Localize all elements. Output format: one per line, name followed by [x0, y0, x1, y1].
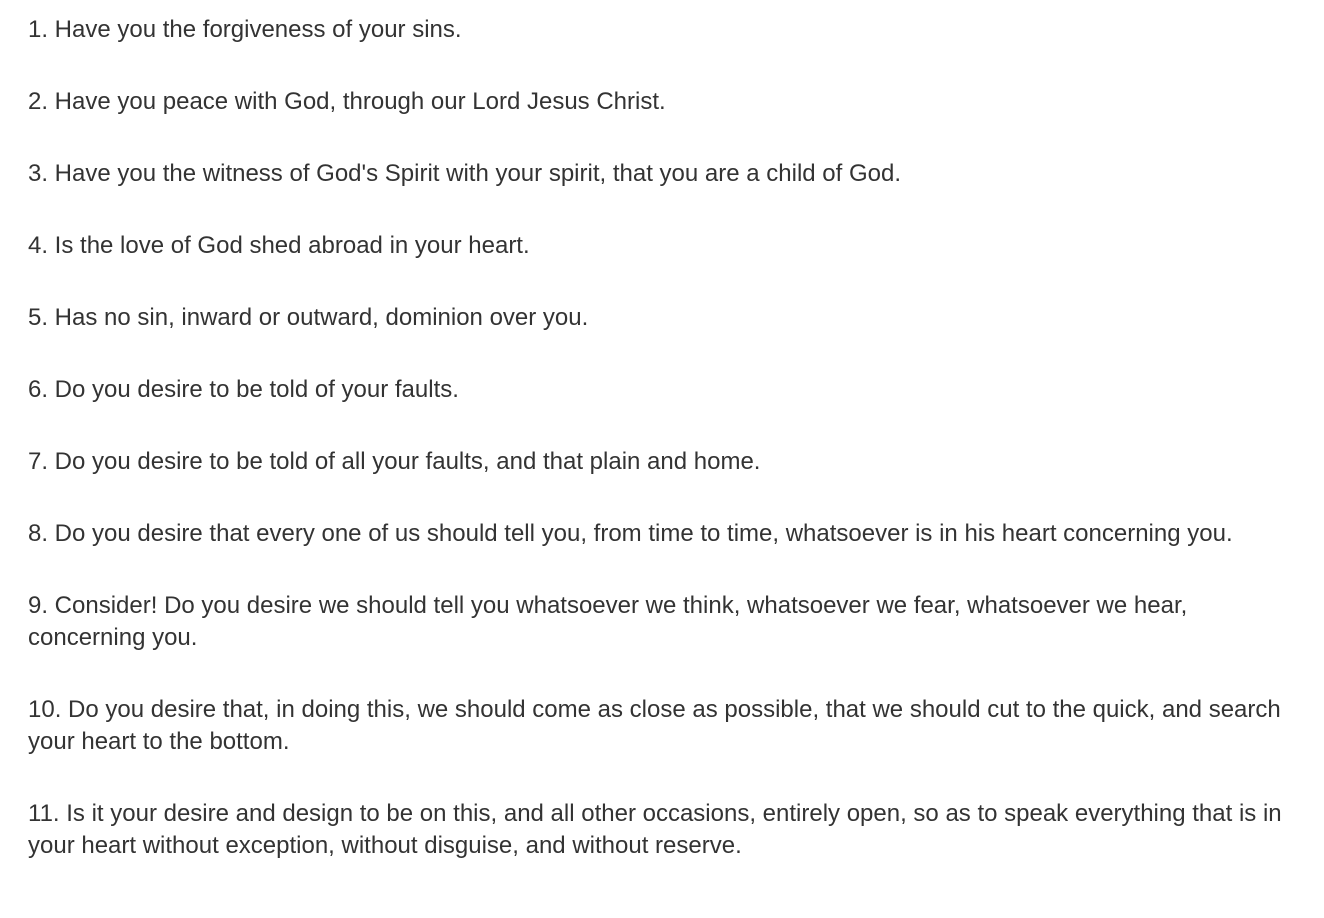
question-3: 3. Have you the witness of God's Spirit with your spirit, that you are a child of God.	[28, 160, 901, 187]
question-6: 6. Do you desire to be told of your faults.	[28, 376, 459, 403]
question-5: 5. Has no sin, inward or outward, dominion over you.	[28, 304, 589, 331]
questions-list	[28, 14, 1284, 862]
question-2: 2. Have you peace with God, through our Lord Jesus Christ.	[28, 88, 666, 115]
question-11: 11. Is it your desire and design to be on this, and all other occasions, entirely open, so as to speak everything that is in your heart without exception, without disguise, and without reserve.	[28, 800, 1282, 859]
question-8: 8. Do you desire that every one of us should tell you, from time to time, whatsoever is in his heart concerning you.	[28, 520, 1233, 547]
question-10: 10. Do you desire that, in doing this, we should come as close as possible, that we should cut to the quick, and search your heart to the bottom.	[28, 696, 1281, 755]
question-7: 7. Do you desire to be told of all your faults, and that plain and home.	[28, 448, 761, 475]
question-4: 4. Is the love of God shed abroad in your heart.	[28, 232, 530, 259]
question-9: 9. Consider! Do you desire we should tell you whatsoever we think, whatsoever we fear, whatsoever we hear, concerning you.	[28, 592, 1188, 651]
question-1: 1. Have you the forgiveness of your sins.	[28, 16, 462, 43]
